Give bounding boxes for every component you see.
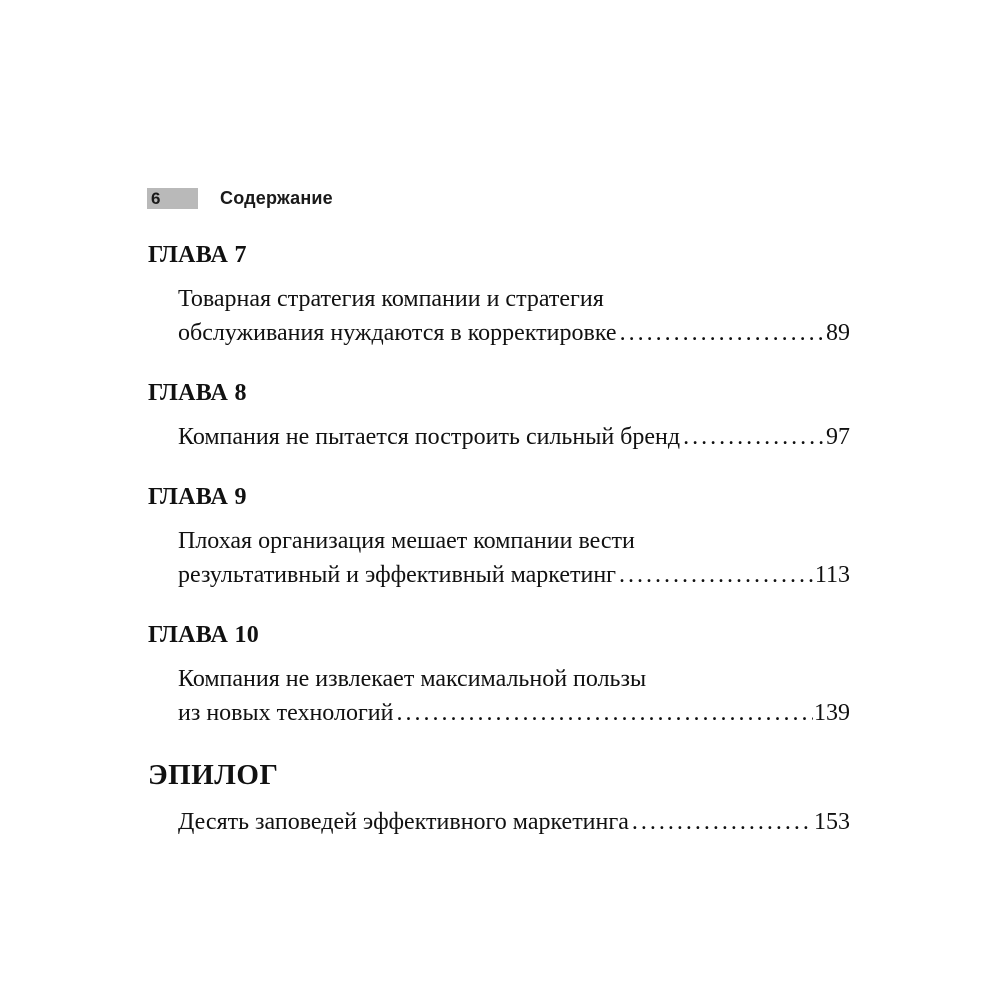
page-ref: 89 [826,320,850,346]
chapter-title-text: Десять заповедей эффективного маркетинга [178,809,629,835]
dot-leader [632,805,813,839]
toc-entry [148,242,850,350]
page-ref: 139 [814,700,850,726]
chapter-title-text: результативный и эффективный маркетинг [178,562,617,588]
chapter-title-line: Плохая организация мешает компании вести [178,528,635,554]
page-number-badge [147,188,198,209]
chapter-title-text: обслуживания нуждаются в корректировке [178,320,617,346]
header-title: Содержание [220,188,333,208]
page-ref: 153 [814,809,850,835]
chapter-heading: ГЛАВА 9 [148,484,247,510]
epilog-heading: ЭПИЛОГ [148,759,279,791]
page-number: 6 [151,189,161,208]
toc-entry [148,760,850,839]
chapter-title-last-line [178,558,850,592]
dot-leader [619,558,814,592]
page-ref: 113 [814,562,850,588]
chapter-title-line: Компания не извлекает максимальной пользы [178,666,647,692]
chapter-title-last-line [178,696,850,730]
chapter-heading: ГЛАВА 8 [148,380,247,406]
chapter-title [148,805,850,839]
chapter-title [148,524,850,592]
dot-leader [396,696,813,730]
chapter-title-last-line [178,420,850,454]
chapter-title-text: Компания не пытается построить сильный бренд [178,424,681,450]
chapter-title-last-line [178,316,850,350]
dot-leader [620,316,825,350]
page-ref: 97 [826,424,850,450]
chapter-title [148,282,850,350]
chapter-heading: ГЛАВА 7 [148,242,247,268]
toc-entry [148,484,850,592]
chapter-heading: ГЛАВА 10 [148,622,260,648]
chapter-title [148,420,850,454]
toc-entry [148,380,850,454]
chapter-title-last-line [178,805,850,839]
chapter-title [148,662,850,730]
chapter-title-line: Товарная стратегия компании и стратегия [178,286,604,312]
dot-leader [683,420,825,454]
chapter-title-text: из новых технологий [178,700,394,726]
running-header [147,188,850,209]
toc-entry [148,622,850,730]
